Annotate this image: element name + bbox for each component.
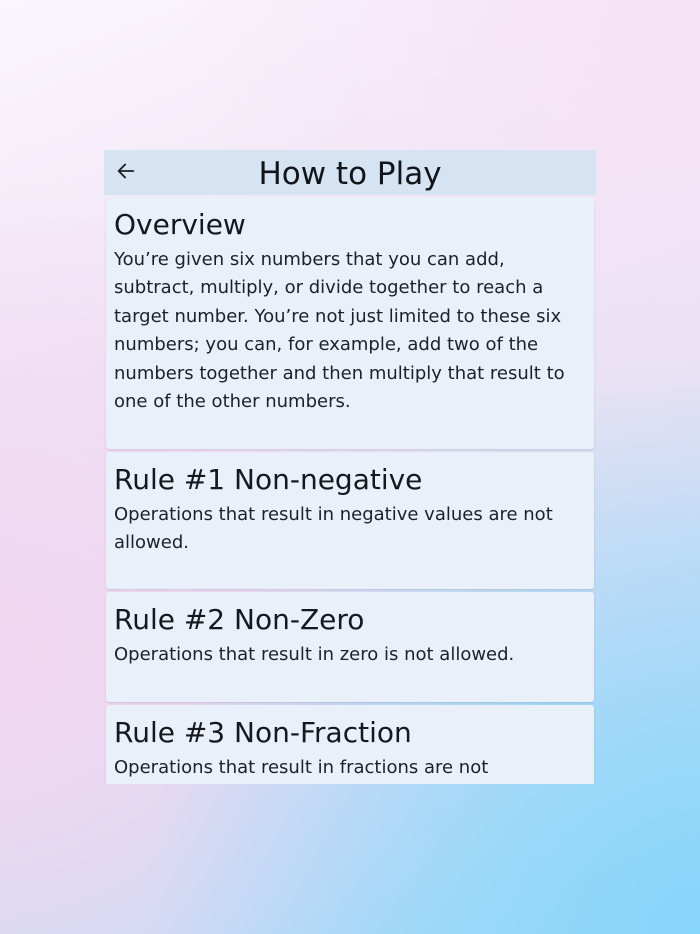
section-body: Operations that result in fractions are not (114, 757, 489, 778)
page-title: How to Play (258, 156, 442, 192)
rule-2-card (106, 592, 594, 702)
how-to-play-screen (104, 150, 596, 784)
rules-list[interactable] (104, 195, 596, 784)
section-body: You’re given six numbers that you can add, subtract, multiply, or divide together to reach a target number. You’re not just limited to these six numbers; you can, for example, add two of the numbers together and then multiply that result to one of the other numbers. (114, 249, 565, 413)
overview-card (106, 197, 594, 449)
section-body: Operations that result in negative values are not allowed. (114, 504, 553, 554)
section-title: Overview (114, 208, 246, 241)
section-body: Operations that result in zero is not allowed. (114, 644, 515, 665)
rule-3-card (106, 705, 594, 784)
rule-1-card (106, 452, 594, 589)
app-bar (104, 150, 596, 195)
section-title: Rule #1 Non-negative (114, 463, 423, 496)
section-title: Rule #3 Non-Fraction (114, 716, 412, 749)
section-title: Rule #2 Non-Zero (114, 603, 365, 636)
